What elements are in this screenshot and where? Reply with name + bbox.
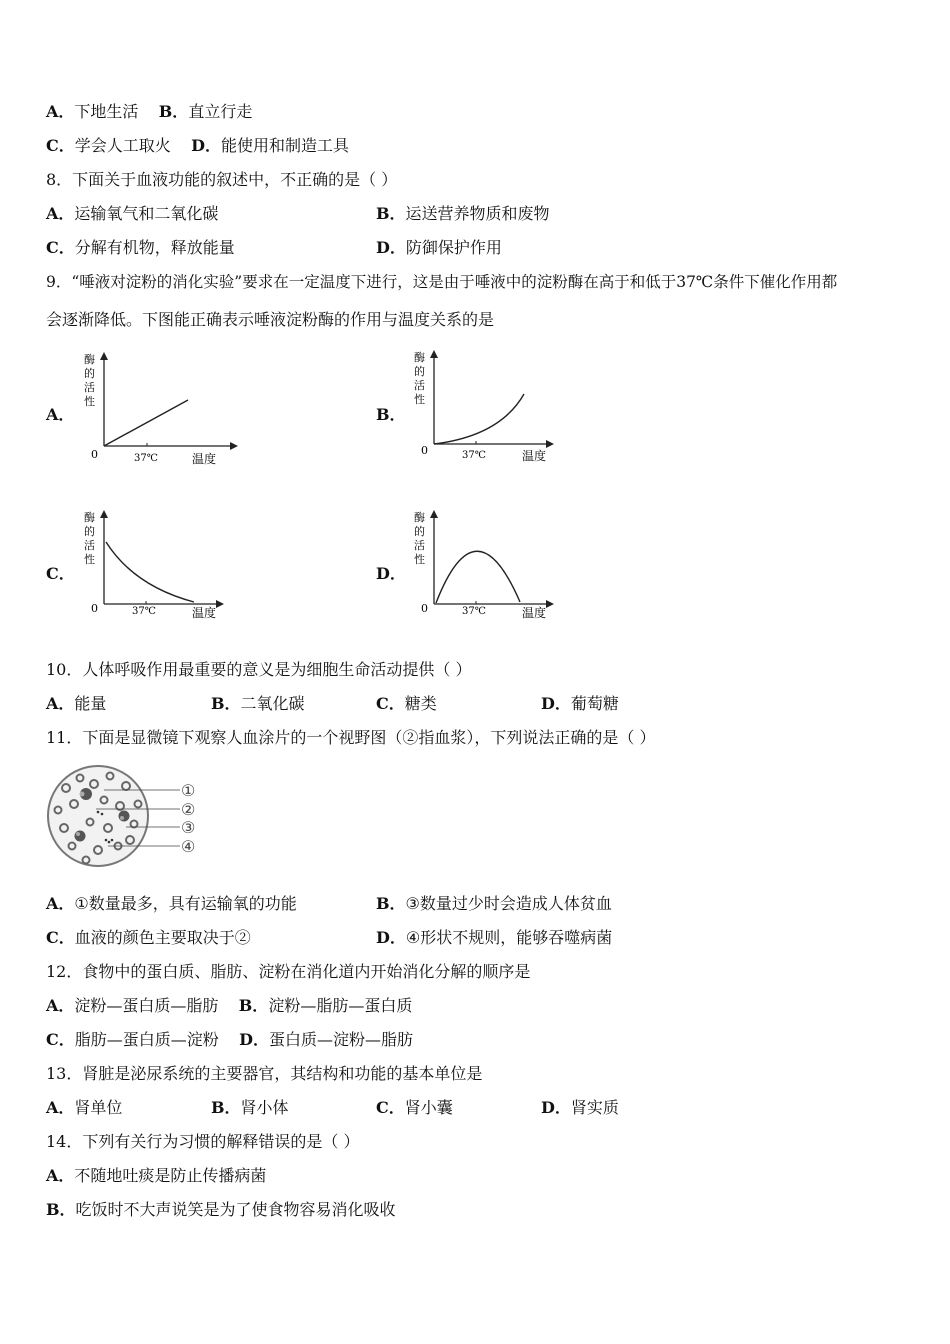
q13-option-d-text: 肾实质 <box>570 1098 619 1117</box>
marker-2: ② <box>181 800 196 819</box>
q12-option-b-label: B． <box>238 996 269 1015</box>
q11-option-b <box>376 893 612 915</box>
x-axis-arrow <box>546 440 554 448</box>
q8-option-d-text: 防御保护作用 <box>405 238 502 257</box>
y-label-3: 活 <box>414 379 425 392</box>
q9-graph-a <box>80 350 240 474</box>
q8-option-b-label: B． <box>376 204 406 223</box>
q8-option-a-label: A． <box>46 204 75 223</box>
q8-option-a-text: 运输氧气和二氧化碳 <box>74 204 219 223</box>
q14-option-a-text: 不随地吐痰是防止传播病菌 <box>74 1166 267 1185</box>
y-label-1: 酶 <box>414 511 425 524</box>
q14-option-b <box>46 1199 396 1221</box>
y-label-1: 酶 <box>84 353 95 366</box>
q10-option-b <box>211 693 305 715</box>
tick-label: 37℃ <box>462 606 486 617</box>
x-axis-arrow <box>230 442 238 450</box>
x-axis-arrow <box>546 600 554 608</box>
q9-graph-d <box>410 508 570 632</box>
q11-option-d-label: D． <box>376 928 406 947</box>
q11-option-b-text: ③数量过少时会造成人体贫血 <box>405 894 612 913</box>
q12-options-row1 <box>46 995 412 1017</box>
q8-option-d-label: D． <box>376 238 406 257</box>
q10-option-d-label: D． <box>541 694 571 713</box>
q10-option-a-label: A． <box>46 694 75 713</box>
y-axis-arrow <box>430 510 438 518</box>
y-label-4: 性 <box>84 553 95 566</box>
q13-option-d-label: D． <box>541 1098 571 1117</box>
q11-stem: 11．下面是显微镜下观察人血涂片的一个视野图（②指血浆），下列说法正确的是（ ） <box>46 728 656 747</box>
q11-option-c-label: C． <box>46 928 75 947</box>
q10-stem: 10．人体呼吸作用最重要的意义是为细胞生命活动提供（ ） <box>46 660 472 679</box>
q8-option-c <box>46 237 235 259</box>
q7-options-row1 <box>46 101 252 123</box>
y-label-1: 酶 <box>84 511 95 524</box>
q8-option-b <box>376 203 550 225</box>
q10-option-c <box>376 693 437 715</box>
y-label-1: 酶 <box>414 351 425 364</box>
q11-option-c-text: 血液的颜色主要取决于② <box>74 928 251 947</box>
q12-options-row2 <box>46 1029 413 1051</box>
q9-graph-c-label: C． <box>46 564 75 583</box>
marker-4: ④ <box>181 837 196 856</box>
q11-option-a <box>46 893 297 915</box>
q10-option-d <box>541 693 619 715</box>
q13-option-d <box>541 1097 619 1119</box>
q9-graph-b <box>410 348 570 472</box>
q11-option-b-label: B． <box>376 894 406 913</box>
q8-option-a <box>46 203 218 225</box>
y-label-4: 性 <box>414 393 425 406</box>
q7-option-d: 能使用和制造工具 <box>221 136 350 155</box>
marker-3: ③ <box>181 818 196 837</box>
curve-declining <box>106 542 194 602</box>
x-label: 温度 <box>522 606 547 620</box>
q13-option-b-text: 肾小体 <box>240 1098 289 1117</box>
q10-option-b-text: 二氧化碳 <box>240 694 305 713</box>
q13-option-c <box>376 1097 453 1119</box>
q12-option-d-label: D． <box>239 1030 269 1049</box>
y-axis-arrow <box>100 352 108 360</box>
q13-option-c-text: 肾小囊 <box>404 1098 453 1117</box>
tick-label: 37℃ <box>132 606 156 617</box>
q8-option-b-text: 运送营养物质和废物 <box>405 204 550 223</box>
q7-option-b: 直立行走 <box>188 102 253 121</box>
y-label-2: 的 <box>84 525 95 538</box>
marker-1: ① <box>181 781 196 800</box>
q7-option-a-label: A． <box>46 102 75 121</box>
origin-label: 0 <box>91 448 98 461</box>
q9-stem-line2: 会逐渐降低。下图能正确表示唾液淀粉酶的作用与温度关系的是 <box>46 310 495 329</box>
q12-option-c-label: C． <box>46 1030 75 1049</box>
origin-label: 0 <box>91 602 98 615</box>
q7-option-a: 下地生活 <box>74 102 139 121</box>
y-label-4: 性 <box>414 553 425 566</box>
y-label-2: 的 <box>84 367 95 380</box>
q14-stem: 14．下列有关行为习惯的解释错误的是（ ） <box>46 1132 360 1151</box>
q13-option-a-text: 肾单位 <box>74 1098 123 1117</box>
q7-option-d-label: D． <box>191 136 221 155</box>
q13-stem: 13．肾脏是泌尿系统的主要器官，其结构和功能的基本单位是 <box>46 1064 483 1083</box>
curve-linear-rising <box>104 400 188 446</box>
y-label-2: 的 <box>414 365 425 378</box>
x-label: 温度 <box>192 452 217 466</box>
q10-option-c-text: 糖类 <box>404 694 437 713</box>
curve-bell <box>436 551 520 603</box>
q9-stem-line1: 9．“唾液对淀粉的消化实验”要求在一定温度下进行，这是由于唾液中的淀粉酶在高于和低于37℃条件下催化作用都 <box>46 273 838 291</box>
white-blood-cell <box>75 831 86 842</box>
x-label: 温度 <box>192 606 217 620</box>
q7-option-c: 学会人工取火 <box>74 136 171 155</box>
q12-option-d: 蛋白质—淀粉—脂肪 <box>269 1030 414 1049</box>
q7-option-c-label: C． <box>46 136 75 155</box>
q11-option-d <box>376 927 612 949</box>
q12-option-c: 脂肪—蛋白质—淀粉 <box>74 1030 219 1049</box>
q14-option-b-text: 吃饭时不大声说笑是为了使食物容易消化吸收 <box>75 1200 396 1219</box>
q12-option-a: 淀粉—蛋白质—脂肪 <box>74 996 219 1015</box>
q12-option-a-label: A． <box>46 996 75 1015</box>
q10-option-b-label: B． <box>211 694 241 713</box>
q7-options-row2 <box>46 135 349 157</box>
tick-label: 37℃ <box>134 453 158 464</box>
y-label-4: 性 <box>84 395 95 408</box>
y-axis-arrow <box>100 510 108 518</box>
origin-label: 0 <box>421 602 428 615</box>
q14-option-a-label: A． <box>46 1166 75 1185</box>
q9-graph-a-label: A． <box>46 405 75 424</box>
q9-graph-c <box>80 508 240 632</box>
y-label-3: 活 <box>84 539 95 552</box>
q12-option-b: 淀粉—脂肪—蛋白质 <box>268 996 413 1015</box>
x-axis-arrow <box>216 600 224 608</box>
q10-option-d-text: 葡萄糖 <box>570 694 619 713</box>
curve-exponential-rising <box>434 394 524 444</box>
q11-option-d-text: ④形状不规则，能够吞噬病菌 <box>405 928 613 947</box>
tick-label: 37℃ <box>462 450 486 461</box>
y-label-3: 活 <box>414 539 425 552</box>
q13-option-a-label: A． <box>46 1098 75 1117</box>
q8-stem: 8．下面关于血液功能的叙述中，不正确的是（ ） <box>46 170 398 189</box>
q11-option-a-label: A． <box>46 894 75 913</box>
white-blood-cell <box>119 811 130 822</box>
q8-option-c-text: 分解有机物，释放能量 <box>74 238 235 257</box>
origin-label: 0 <box>421 444 428 457</box>
q14-option-b-label: B． <box>46 1200 76 1219</box>
q13-option-c-label: C． <box>376 1098 405 1117</box>
q9-graph-b-label: B． <box>376 405 406 424</box>
q13-option-b <box>211 1097 289 1119</box>
q12-stem: 12．食物中的蛋白质、脂肪、淀粉在消化道内开始消化分解的顺序是 <box>46 962 531 981</box>
q13-option-a <box>46 1097 122 1119</box>
q11-option-c <box>46 927 251 949</box>
q9-graph-d-label: D． <box>376 564 406 583</box>
q14-option-a <box>46 1165 266 1187</box>
x-label: 温度 <box>522 449 547 463</box>
q10-option-c-label: C． <box>376 694 405 713</box>
q8-option-c-label: C． <box>46 238 75 257</box>
q7-option-b-label: B． <box>158 102 189 121</box>
q10-option-a-text: 能量 <box>74 694 107 713</box>
q11-option-a-text: ①数量最多，具有运输氧的功能 <box>74 894 297 913</box>
q10-option-a <box>46 693 106 715</box>
q8-option-d <box>376 237 502 259</box>
y-label-3: 活 <box>84 381 95 394</box>
y-label-2: 的 <box>414 525 425 538</box>
blood-smear-micrograph <box>46 764 206 878</box>
y-axis-arrow <box>430 350 438 358</box>
q13-option-b-label: B． <box>211 1098 241 1117</box>
